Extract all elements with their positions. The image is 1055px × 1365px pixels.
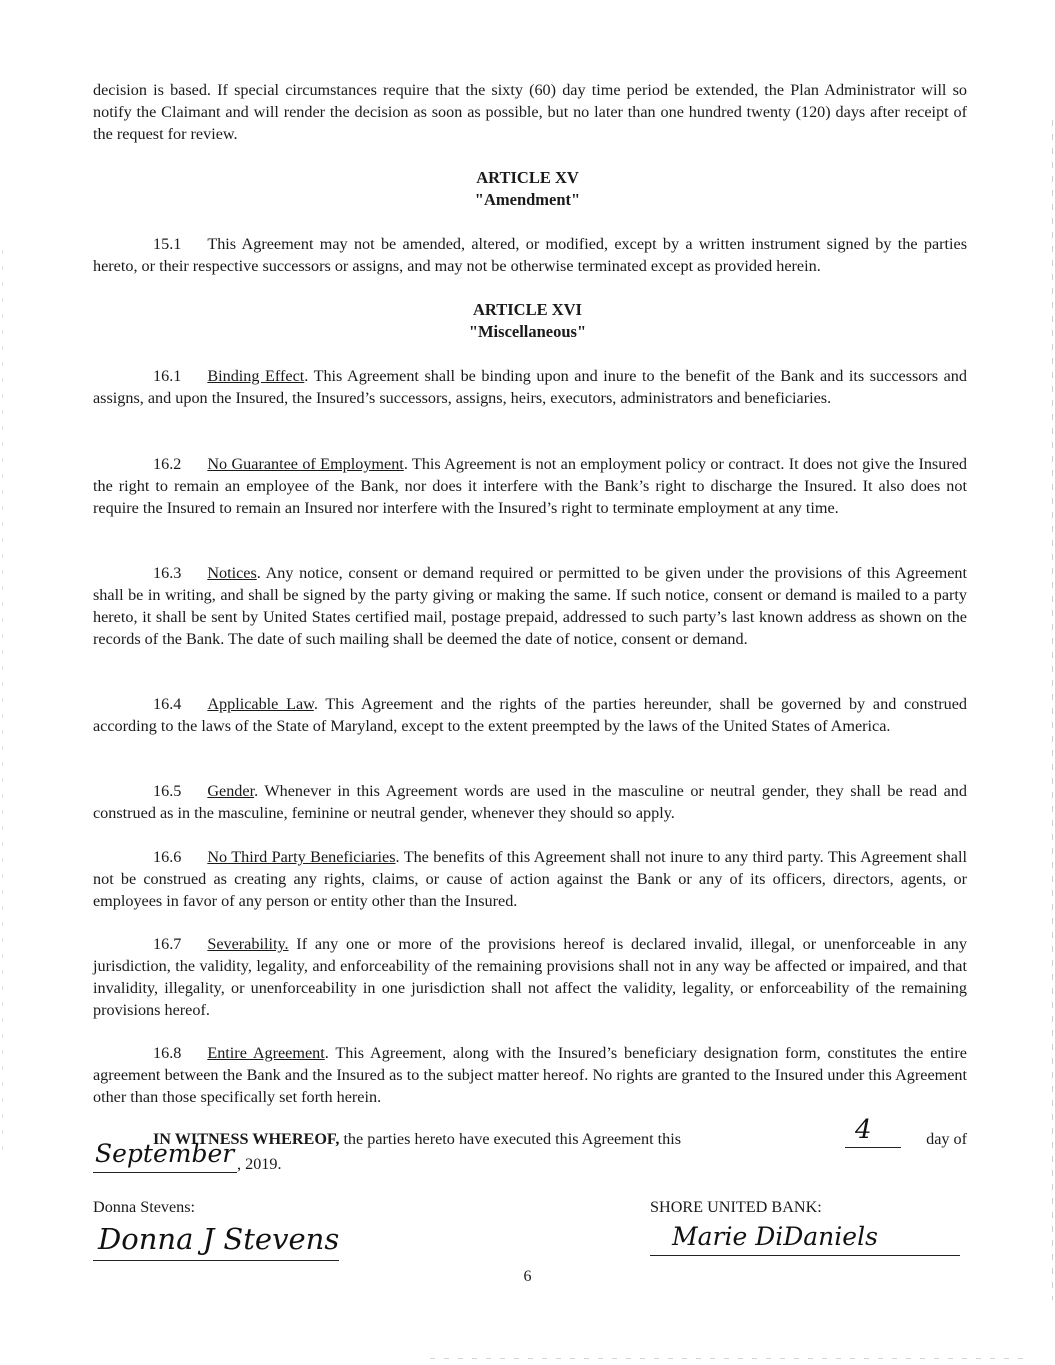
intro-paragraph: decision is based. If special circumstances require that the sixty (60) day time period be extended, the Plan Administrator will so notify the Claimant and will render the decision as soon as possible, but no later than one hundred twenty (120) days after receipt of the request for review. bbox=[93, 81, 967, 143]
year-text: , 2019. bbox=[237, 1155, 282, 1173]
section-heading: Notices bbox=[207, 564, 257, 582]
section-heading: No Guarantee of Employment bbox=[207, 455, 404, 473]
section-text: This Agreement may not be amended, altered, or modified, except by a written instrument signed by the parties hereto, or their respective successors or assigns, and may not be otherwise terminated except as provided herein. bbox=[93, 235, 967, 275]
section-text: . This Agreement, along with the Insured’s beneficiary designation form, constitutes the entire agreement between the Bank and the Insured as to the subject matter hereof. No rights are granted to the Insured under this Agreement other than those specifically set forth herein. bbox=[93, 1044, 967, 1106]
section-heading: Entire Agreement bbox=[207, 1044, 325, 1062]
section-16-3 bbox=[93, 562, 967, 650]
section-text: . The benefits of this Agreement shall not inure to any third party. This Agreement shall not be construed as creating any rights, claims, or cause of action against the Bank or any of its officers, directors, agents, or employees in favor of any person or entity other than the Insured. bbox=[93, 848, 967, 910]
right-signature: Marie DiDaniels bbox=[672, 1222, 878, 1251]
section-number: 16.6 bbox=[153, 848, 182, 866]
right-signature-line bbox=[650, 1255, 960, 1256]
section-text: . This Agreement and the rights of the parties hereunder, shall be governed by and construed according to the laws of the State of Maryland, except to the extent preempted by the laws of the United States of America. bbox=[93, 695, 967, 735]
section-number: 16.5 bbox=[153, 782, 182, 800]
left-signature: Donna J Stevens bbox=[98, 1222, 340, 1256]
witness-clause bbox=[93, 1115, 967, 1177]
section-heading: Severability. bbox=[207, 935, 289, 953]
section-heading: Binding Effect bbox=[207, 367, 305, 385]
day-blank bbox=[845, 1127, 901, 1148]
witness-text: the parties hereto have executed this Agreement this bbox=[339, 1130, 682, 1148]
section-text: . Any notice, consent or demand required or permitted to be given under the provisions of this Agreement shall be in writing, and shall be signed by the party giving or making the same. If such notice, consent or demand is mailed to a party hereto, it shall be sent by United States certified mail, postage prepaid, addressed to such party’s last known address as shown on the records of the Bank. The date of such mailing shall be deemed the date of notice, consent or demand. bbox=[93, 564, 967, 648]
section-text: . Whenever in this Agreement words are used in the masculine or neutral gender, they shall be read and construed as in the masculine, feminine or neutral gender, whenever they should so apply. bbox=[93, 782, 967, 822]
section-16-8 bbox=[93, 1042, 967, 1108]
section-text: If any one or more of the provisions hereof is declared invalid, illegal, or unenforceable in any jurisdiction, the validity, legality, and enforceability of the remaining provisions shall not in any way be affected or impaired, and that invalidity, illegality, or unenforceability in one jurisdiction shall not affect the validity, legality, or enforceability of the remaining provisions hereof. bbox=[93, 935, 967, 1019]
page-number: 6 bbox=[523, 1268, 532, 1285]
article-16-title: ARTICLE XVI bbox=[473, 300, 582, 319]
section-number: 16.3 bbox=[153, 564, 182, 582]
section-number: 16.7 bbox=[153, 935, 182, 953]
left-signer-label: Donna Stevens: bbox=[93, 1198, 196, 1216]
article-16-subtitle: "Miscellaneous" bbox=[468, 322, 587, 341]
day-of-text: day of bbox=[926, 1130, 967, 1148]
section-number: 16.4 bbox=[153, 695, 182, 713]
section-15-1 bbox=[93, 233, 967, 277]
article-15-title: ARTICLE XV bbox=[476, 168, 579, 187]
section-heading: No Third Party Beneficiaries bbox=[207, 848, 396, 866]
witness-lead: IN WITNESS WHEREOF, bbox=[153, 1130, 340, 1148]
right-signer-label: SHORE UNITED BANK: bbox=[650, 1198, 822, 1216]
scan-edge-left bbox=[2, 250, 3, 1150]
section-16-1 bbox=[93, 365, 967, 409]
month-handwritten: September bbox=[95, 1139, 235, 1168]
section-text: . This Agreement is not an employment policy or contract. It does not give the Insured the right to remain an employee of the Bank, nor does it interfere with the Bank’s right to discharge the Insured. It also does not require the Insured to remain an Insured nor interfere with the Insured’s right to terminate employment at any time. bbox=[93, 455, 967, 517]
section-heading: Gender bbox=[207, 782, 255, 800]
scan-edge-bottom bbox=[430, 1358, 1030, 1359]
scan-edge-right bbox=[1052, 120, 1053, 1300]
section-number: 16.1 bbox=[153, 367, 182, 385]
section-16-2 bbox=[93, 453, 967, 519]
day-handwritten: 4 bbox=[855, 1115, 872, 1145]
section-number: 15.1 bbox=[153, 235, 182, 253]
section-number: 16.8 bbox=[153, 1044, 182, 1062]
section-text: . This Agreement shall be binding upon and inure to the benefit of the Bank and its successors and assigns, and upon the Insured, the Insured’s successors, assigns, heirs, executors, administrators and beneficiaries. bbox=[93, 367, 967, 407]
section-number: 16.2 bbox=[153, 455, 182, 473]
section-16-7 bbox=[93, 933, 967, 1021]
section-16-5 bbox=[93, 780, 967, 824]
section-16-6 bbox=[93, 846, 967, 912]
left-signature-line bbox=[93, 1260, 339, 1261]
section-heading: Applicable Law bbox=[207, 695, 314, 713]
article-15-subtitle: "Amendment" bbox=[474, 190, 581, 209]
section-16-4 bbox=[93, 693, 967, 737]
